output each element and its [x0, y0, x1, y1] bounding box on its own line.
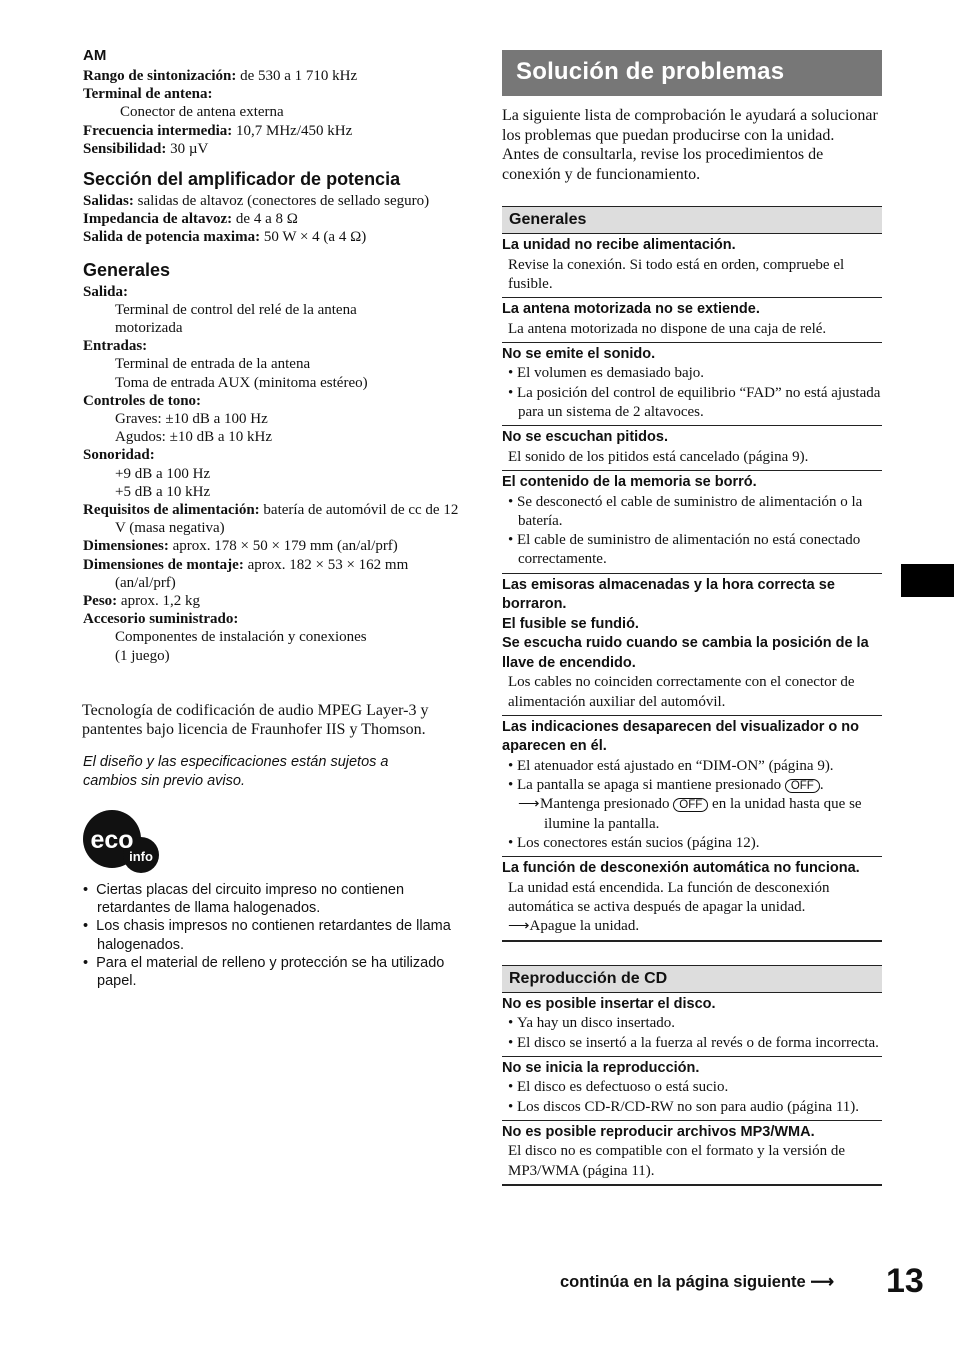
info-logo-text: info: [129, 848, 153, 864]
general-specs: Salida: Terminal de control del relé de la antena motorizada Entradas: Terminal de entrada de la antena Toma de entrada AUX (minitoma estéreo) Controles de tono: Graves: ±10 dB a 100 Hz Agudos: ±10 dB a 10 kHz Sonoridad: +9 dB a 100 Hz +5 dB a 10 kHz Requisitos de alimentación: batería de automóvil de cc de 12 V (masa negativa) Dimensiones: aprox. 178 × 50 × 179 mm (an/al/prf) Dimensiones de montaje: aprox. 182 × 53 × 162 mm (an/al/prf) Peso: aprox. 1,2 kg Accesorio suministrado: Componentes de instalación y conexiones (1 juego): [83, 283, 459, 664]
problem-item: Las emisoras almacenadas y la hora correcta se borraron. El fusible se fundió. Se escucha ruido cuando se cambia la posición de la llave de encendido. Los cables no coinciden correctamente con el conector de alimentación auxiliar del automóvil.: [502, 574, 882, 716]
problem-item: La función de desconexión automática no funciona. La unidad está encendida. La función de desconexión automática se activa después de apagar la unidad. ⟶Apague la unidad.: [502, 857, 882, 941]
design-notice: El diseño y las especificaciones están sujetos a cambios sin previo aviso.: [83, 753, 389, 789]
specifications-column: [83, 46, 463, 990]
eco-bullet-list: [83, 881, 453, 990]
off-button-icon: OFF: [673, 798, 708, 812]
off-button-icon: OFF: [785, 779, 820, 793]
troubleshooting-column: [502, 50, 882, 1186]
problem-item: La antena motorizada no se extiende. La antena motorizada no dispone de una caja de relé.: [502, 298, 882, 343]
amplifier-heading: Sección del amplificador de potencia: [83, 169, 401, 190]
problem-item: La unidad no recibe alimentación. Revise la conexión. Si todo está en orden, compruebe el fusible.: [502, 234, 882, 298]
eco-logo-text: eco: [90, 825, 134, 854]
arrow-right-icon: ⟶: [518, 796, 540, 813]
general-section-header: Generales: [502, 206, 882, 234]
arrow-right-icon: ⟶: [810, 1273, 834, 1291]
mpeg-license-note: Tecnología de codificación de audio MPEG Layer-3 y pantentes bajo licencia de Fraunhofer IIS y Thomson.: [82, 701, 429, 739]
problem-item: No es posible reproducir archivos MP3/WMA. El disco no es compatible con el formato y la versión de MP3/WMA (página 11).: [502, 1121, 882, 1186]
list-item: • Los chasis impresos no contienen retardantes de llama halogenados.: [83, 918, 451, 953]
problem-item: No se inicia la reproducción. • El disco es defectuoso o está sucio. • Los discos CD-R/CD-RW no son para audio (página 11).: [502, 1057, 882, 1121]
problem-item: Las indicaciones desaparecen del visualizador o no aparecen en él. • El atenuador está ajustado en “DIM-ON” (página 9). • La pantalla se apaga si mantiene presionado OFF . ⟶Mantenga presionado OFF en la unidad hasta que se ilumine la pantalla. • Los conectores están sucios (página 12).: [502, 716, 882, 857]
amplifier-specs: Salidas: salidas de altavoz (conectores de sellado seguro) Impedancia de altavoz: de 4 a 8 Ω Salida de potencia maxima: 50 W × 4 (a 4 Ω): [83, 193, 430, 246]
page-number: 13: [886, 1262, 924, 1300]
eco-info-logo: [83, 809, 463, 871]
section-side-tab: [901, 564, 954, 597]
problem-item: No es posible insertar el disco. • Ya hay un disco insertado. • El disco se insertó a la fuerza al revés o de forma incorrecta.: [502, 993, 882, 1057]
page-title: Solución de problemas: [502, 50, 882, 96]
arrow-right-icon: ⟶: [508, 918, 530, 935]
list-item: • Para el material de relleno y protección se ha utilizado papel.: [83, 954, 445, 989]
problem-item: No se emite el sonido. • El volumen es demasiado bajo. • La posición del control de equilibrio “FAD” no está ajustada para un sistema de 2 altavoces.: [502, 343, 882, 426]
cd-section-header: Reproducción de CD: [502, 965, 882, 993]
am-heading: AM: [83, 47, 107, 64]
page-footer: [560, 1262, 940, 1308]
eco-info-icon: [83, 809, 163, 875]
problem-item: No se escuchan pitidos. El sonido de los pitidos está cancelado (página 9).: [502, 426, 882, 471]
general-heading: Generales: [83, 259, 171, 280]
list-item: • Ciertas placas del circuito impreso no contienen retardantes de llama halogenados.: [83, 881, 405, 917]
problem-item: El contenido de la memoria se borró. • Se desconectó el cable de suministro de alimentación o la batería. • El cable de suministro de alimentación no está conectado correctamente.: [502, 471, 882, 574]
am-specs: Rango de sintonización: de 530 a 1 710 kHz Terminal de antena: Conector de antena externa Frecuencia intermedia: 10,7 MHz/450 kHz Sensibilidad: 30 µV: [83, 68, 358, 157]
intro-text: La siguiente lista de comprobación le ayudará a solucionar los problemas que puedan producirse con la unidad. Antes de consultarla, revise los procedimientos de conexión y de funcionamiento.: [502, 107, 878, 183]
continue-text: continúa en la página siguiente: [560, 1273, 806, 1291]
